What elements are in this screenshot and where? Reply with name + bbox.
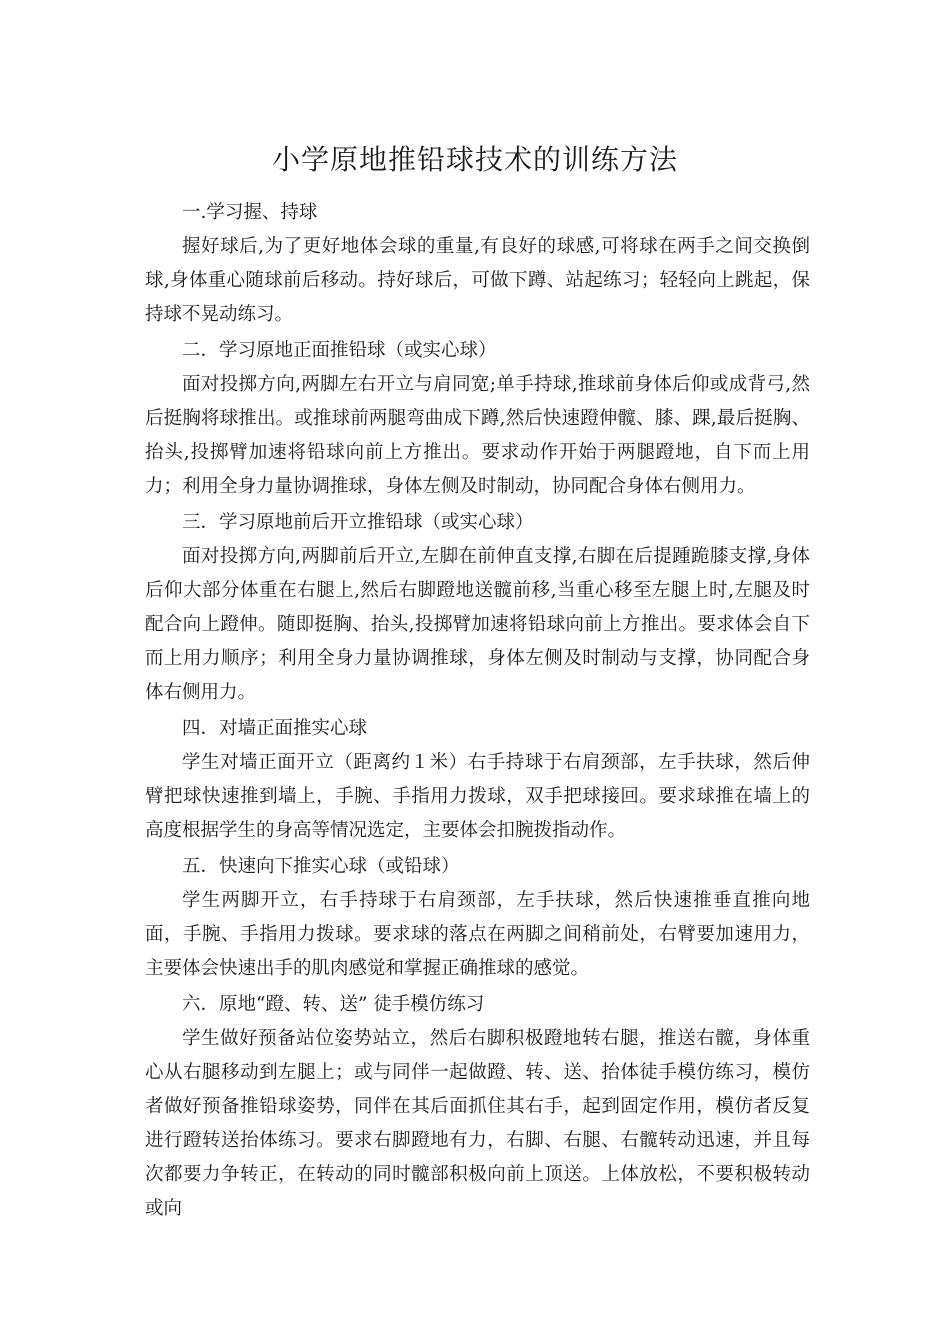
section-heading: 四．对墙正面推实心球 [182, 718, 368, 739]
section-heading: 二．学习原地正面推铅球（或实心球） [182, 340, 497, 361]
section-heading: 五．快速向下推实心球（或铅球） [182, 856, 460, 877]
section-5 [145, 850, 810, 986]
section-paragraph: 学生做好预备站位姿势站立，然后右脚积极蹬地转右腿，推送右髋，身体重心从右腿移动到左腿上；或与同伴一起做蹬、转、送、抬体徒手模仿练习，模仿者做好预备推铅球姿势，同伴在其后面抓住其右手，起到固定作用，模仿者反复进行蹬转送抬体练习。要求右脚蹬地有力，右脚、右腿、右髋转动迅速，并且每次都要力争转正，在转动的同时髋部积极向前上顶送。上体放松，不要积极转动或向 [145, 1028, 810, 1219]
section-6 [145, 988, 810, 1226]
section-heading: 六．原地“蹬、转、送” 徒手模仿练习 [182, 994, 485, 1015]
section-2 [145, 334, 810, 504]
section-heading: 一.学习握、持球 [182, 202, 318, 223]
section-paragraph: 面对投掷方向,两脚左右开立与肩同宽;单手持球,推球前身体后仰或成背弓,然后挺胸将球推出。或推球前两腿弯曲成下蹲,然后快速蹬伸髋、膝、踝,最后挺胸、抬头,投掷臂加速将铅球向前上方推出。要求动作开始于两腿蹬地，自下而上用力；利用全身力量协调推球，身体左侧及时制动，协同配合身体右侧用力。 [145, 374, 810, 497]
section-paragraph: 面对投掷方向,两脚前后开立,左脚在前伸直支撑,右脚在后提踵跪膝支撑,身体后仰大部分体重在右腿上,然后右脚蹬地送髋前移,当重心移至左腿上时,左腿及时配合向上蹬伸。随即挺胸、抬头,投掷臂加速将铅球向前上方推出。要求体会自下而上用力顺序；利用全身力量协调推球，身体左侧及时制动与支撑，协同配合身体右侧用力。 [145, 546, 810, 703]
section-1 [145, 196, 810, 332]
document-body [145, 196, 810, 1228]
section-3 [145, 506, 810, 710]
section-4 [145, 712, 810, 848]
section-paragraph: 握好球后,为了更好地体会球的重量,有良好的球感,可将球在两手之间交换倒球,身体重心随球前后移动。持好球后，可做下蹲、站起练习；轻轻向上跳起，保持球不晃动练习。 [145, 236, 810, 325]
section-paragraph: 学生对墙正面开立（距离约１米）右手持球于右肩颈部，左手扶球，然后伸臂把球快速推到墙上，手腕、手指用力拨球，双手把球接回。要求球推在墙上的高度根据学生的身高等情况选定，主要体会扣腕拨指动作。 [145, 752, 810, 841]
section-paragraph: 学生两脚开立，右手持球于右肩颈部，左手扶球，然后快速推垂直推向地面，手腕、手指用力拨球。要求球的落点在两脚之间稍前处，右臂要加速用力，主要体会快速出手的肌肉感觉和掌握正确推球的感觉。 [145, 890, 810, 979]
document-title: 小学原地推铅球技术的训练方法 [271, 143, 678, 176]
section-heading: 三．学习原地前后开立推铅球（或实心球） [182, 512, 534, 533]
